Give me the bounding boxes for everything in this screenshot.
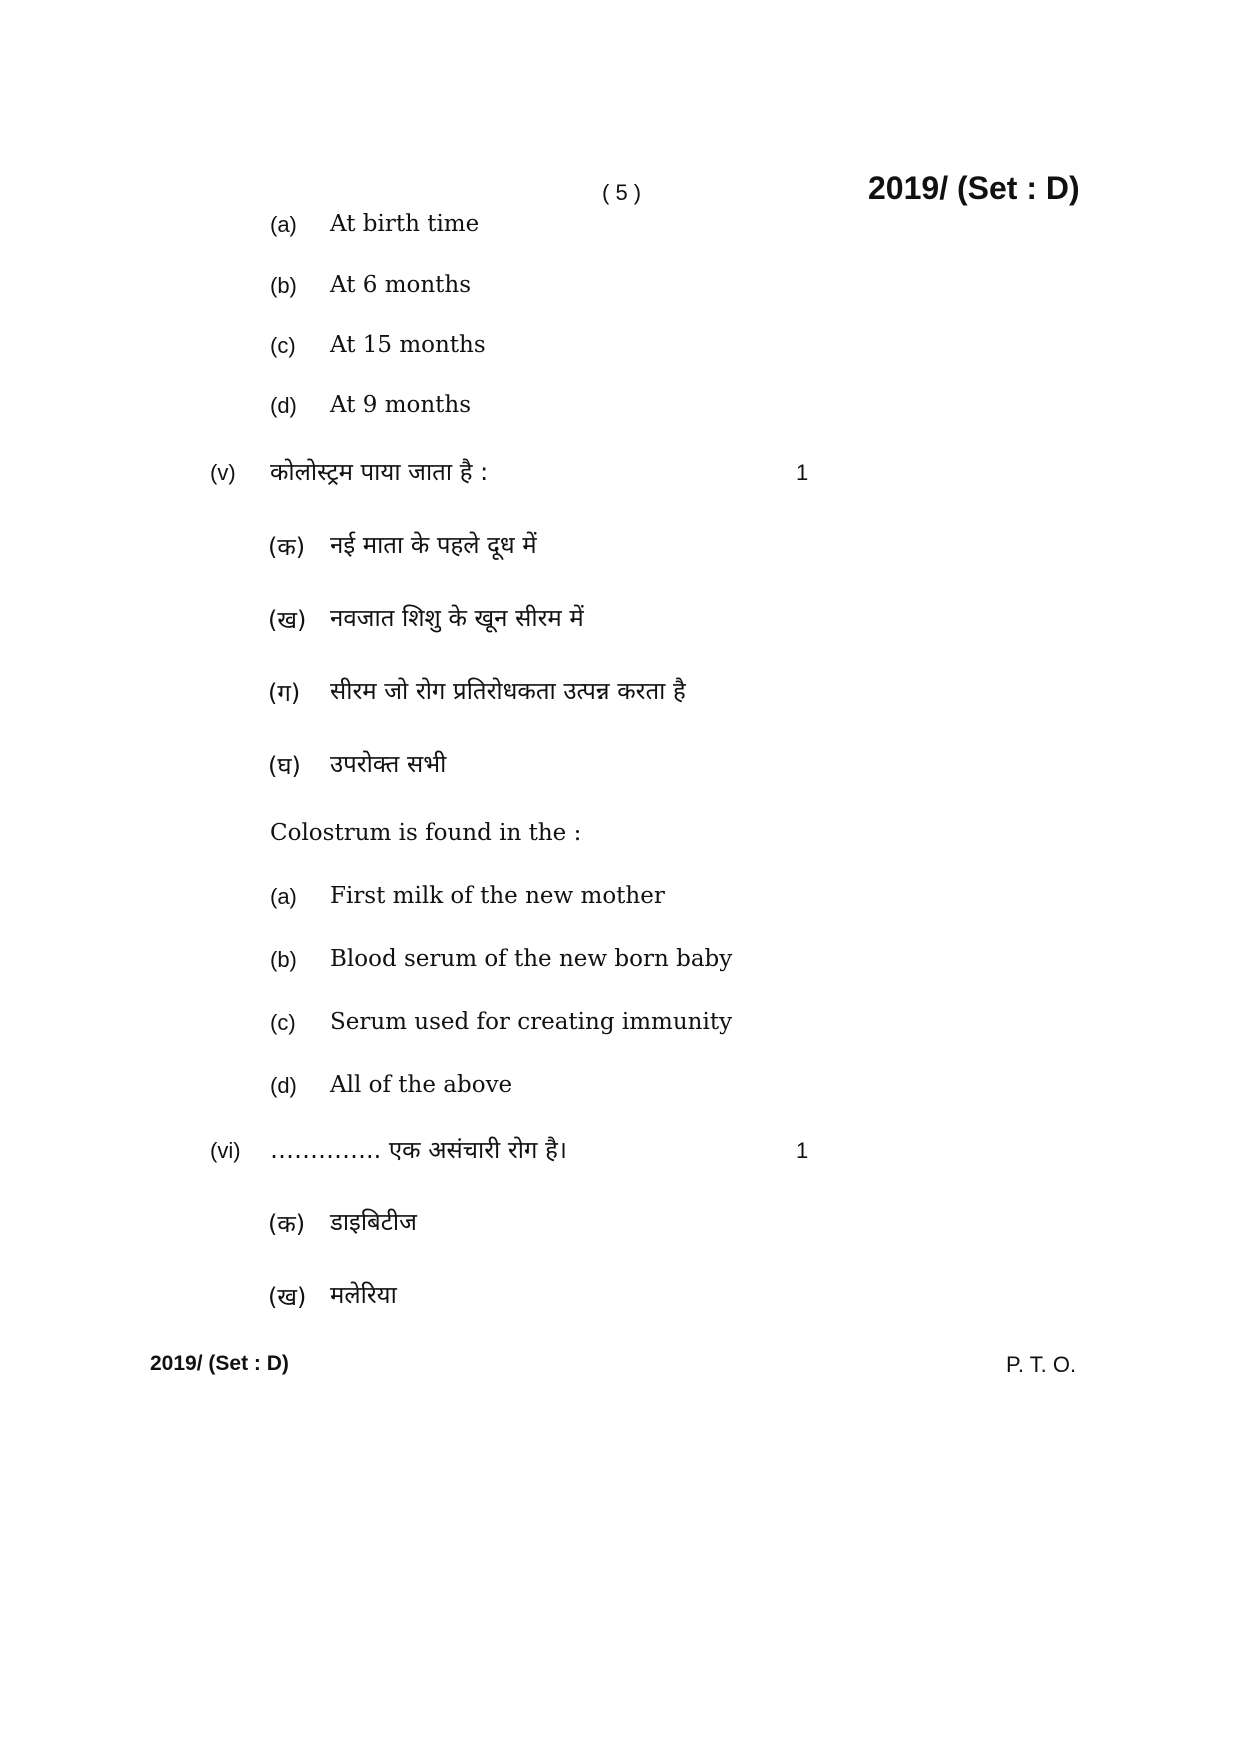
option-label: (c) xyxy=(270,333,296,358)
option-label: (d) xyxy=(270,393,297,418)
option-label: (c) xyxy=(270,1010,296,1035)
option-text: At 15 months xyxy=(330,332,486,358)
option-text: At 9 months xyxy=(330,392,472,418)
question-number: (vi) xyxy=(210,1138,241,1163)
question-text-hindi: ………….. एक असंचारी रोग है। xyxy=(270,1136,567,1164)
page-number: ( 5 ) xyxy=(602,180,642,205)
option-label: (a) xyxy=(270,212,297,237)
option-label: (a) xyxy=(270,884,297,909)
question-marks: 1 xyxy=(796,1138,809,1163)
option-text: डाइबिटीज xyxy=(330,1208,417,1236)
option-label: (b) xyxy=(270,273,297,298)
option-text: उपरोक्त सभी xyxy=(330,750,447,778)
option-label: (b) xyxy=(270,947,297,972)
question-number: (v) xyxy=(210,460,236,485)
question-text-english: Colostrum is found in the : xyxy=(270,820,582,846)
option-text: सीरम जो रोग प्रतिरोधकता उत्पन्न करता है xyxy=(330,677,686,705)
option-label: (घ) xyxy=(268,752,301,780)
option-text: मलेरिया xyxy=(330,1281,397,1309)
option-text: नवजात शिशु के खून सीरम में xyxy=(330,604,584,632)
option-text: Blood serum of the new born baby xyxy=(330,946,733,972)
option-label: (क) xyxy=(268,533,306,561)
footer-paper-code: 2019/ (Set : D) xyxy=(150,1352,289,1375)
question-text-hindi: कोलोस्ट्रम पाया जाता है : xyxy=(270,458,489,486)
option-label: (ख) xyxy=(268,1283,307,1311)
option-text: First milk of the new mother xyxy=(330,883,665,909)
pto-label: P. T. O. xyxy=(1006,1352,1077,1377)
option-label: (क) xyxy=(268,1210,306,1238)
option-text: All of the above xyxy=(330,1072,513,1098)
option-label: (ग) xyxy=(268,679,301,707)
question-marks: 1 xyxy=(796,460,809,485)
option-text: Serum used for creating immunity xyxy=(330,1009,733,1035)
option-text: नई माता के पहले दूध में xyxy=(330,531,537,559)
option-text: At birth time xyxy=(330,211,480,237)
option-label: (d) xyxy=(270,1073,297,1098)
option-text: At 6 months xyxy=(330,272,472,298)
option-label: (ख) xyxy=(268,606,307,634)
header-paper-code: 2019/ (Set : D) xyxy=(868,170,1080,206)
